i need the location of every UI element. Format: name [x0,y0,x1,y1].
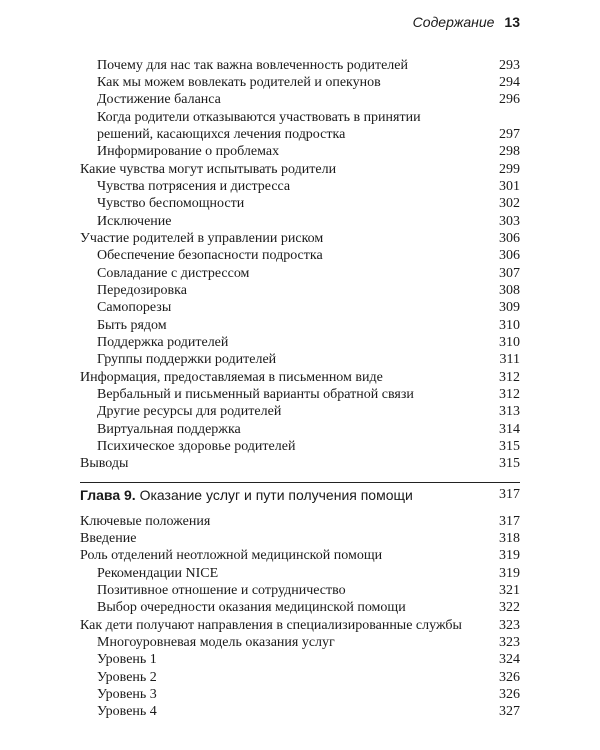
toc-entry-title: Быть рядом [97,318,167,333]
toc-entry-page: 306 [499,231,520,246]
toc-entry-page: 315 [499,456,520,471]
toc-entry-page: 326 [499,670,520,685]
toc-entry-title: Уровень 2 [97,670,157,685]
toc-entry-page: 321 [499,583,520,598]
toc-entry-page: 315 [499,439,520,454]
toc-entry-page: 303 [499,214,520,229]
chapter-title: Оказание услуг и пути получения помощи [139,487,413,503]
toc-entry-page: 296 [499,92,520,107]
toc-entry-title: Выводы [80,456,129,471]
toc-entry-page: 293 [499,58,520,73]
toc-entry-page: 312 [499,370,520,385]
toc-entry-page: 310 [499,335,520,350]
toc-entry-title: Вербальный и письменный варианты обратной связи [97,387,414,402]
toc-entry-page: 309 [499,300,520,315]
toc-entry-page: 299 [499,162,520,177]
toc-entry-page: 302 [499,196,520,211]
toc-entry-page: 298 [499,144,520,159]
toc-entry-title: Передозировка [97,283,187,298]
toc-entry-page: 313 [499,404,520,419]
header-section-title: Содержание [412,14,495,30]
toc-entry-page: 307 [499,266,520,281]
toc-entry-title: Позитивное отношение и сотрудничество [97,583,346,598]
toc-entry-title: Когда родители отказываются участвовать в принятии [97,110,421,125]
toc-entry-page: 322 [499,600,520,615]
running-header [413,14,520,30]
toc-entry-page: 326 [499,687,520,702]
header-page-number: 13 [504,14,520,30]
toc-entry-page: 319 [499,548,520,563]
toc-entry-title: Выбор очередности оказания медицинской помощи [97,600,406,615]
toc-entry-page: 323 [499,618,520,633]
toc-entry-title: Группы поддержки родителей [97,352,277,367]
toc-entry-page: 301 [499,179,520,194]
toc-entry-title: Как мы можем вовлекать родителей и опекунов [97,75,381,90]
toc-entry-title: Многоуровневая модель оказания услуг [97,635,335,650]
toc-entry-page: 318 [499,531,520,546]
toc-entry-page: 306 [499,248,520,263]
toc-entry-title: Исключение [97,214,172,229]
toc-entry-page: 312 [499,387,520,402]
toc-entry-page: 319 [499,566,520,581]
toc-entry-title: Психическое здоровье родителей [97,439,296,454]
toc-entry-page: 297 [499,127,520,142]
toc-entry-page: 324 [499,652,520,667]
toc-entry-page: 317 [499,514,520,529]
toc-entry-title: Участие родителей в управлении риском [80,231,324,246]
toc-entry-title: Роль отделений неотложной медицинской помощи [80,548,383,563]
toc-entry-title: Как дети получают направления в специализированные службы [80,618,462,633]
toc-entry-page: 314 [499,422,520,437]
toc-entry-title: решений, касающихся лечения подростка [97,127,346,142]
toc-entry-title: Информирование о проблемах [97,144,280,159]
toc-entry-page: 327 [499,704,520,719]
toc-entry-title: Ключевые положения [80,514,211,529]
toc-entry-title: Почему для нас так важна вовлеченность родителей [97,58,408,73]
toc-entry-page: 310 [499,318,520,333]
toc-entry-title: Введение [80,531,137,546]
chapter-label: Глава 9. [80,487,136,503]
toc-entry-title: Самопорезы [97,300,172,315]
toc-entry-page: 308 [499,283,520,298]
toc-entry-title: Виртуальная поддержка [97,422,241,437]
chapter-page: 317 [499,487,520,502]
toc-entry-title: Поддержка родителей [97,335,229,350]
toc-entry-title: Уровень 3 [97,687,157,702]
toc-entry-title: Уровень 1 [97,652,157,667]
toc-entry-title: Рекомендации NICE [97,566,219,581]
toc-entry-title: Чувство беспомощности [97,196,245,211]
toc-entry-title: Какие чувства могут испытывать родители [80,162,337,177]
toc-entry-title: Обеспечение безопасности подростка [97,248,323,263]
toc-entry-title: Совладание с дистрессом [97,266,250,281]
toc-entry-title: Другие ресурсы для родителей [97,404,282,419]
toc-entry-page: 294 [499,75,520,90]
toc-entry-title: Уровень 4 [97,704,157,719]
toc-entry-title: Информация, предоставляемая в письменном виде [80,370,383,385]
toc-entry-page: 323 [499,635,520,650]
toc-entry-title: Достижение баланса [97,92,221,107]
toc-entry-page: 311 [499,352,520,367]
chapter-divider [80,482,520,483]
toc-entry-title: Чувства потрясения и дистресса [97,179,291,194]
